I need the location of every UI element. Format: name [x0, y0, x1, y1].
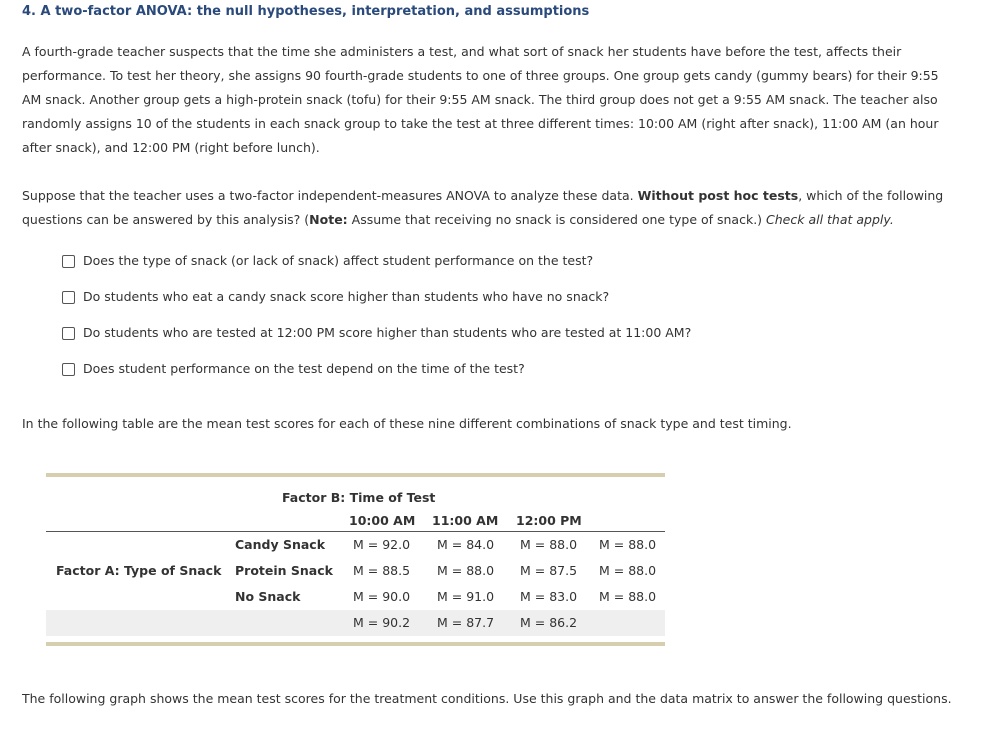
- factor-b-header-row: [46, 477, 665, 511]
- option-1-label[interactable]: Does the type of snack (or lack of snack) affect student performance on the test?: [83, 253, 594, 268]
- row-mean: M = 88.0: [599, 563, 657, 578]
- column-mean: M = 86.2: [520, 615, 578, 630]
- row-mean: M = 88.0: [599, 537, 657, 552]
- question-title: 4. A two-factor ANOVA: the null hypotheses, interpretation, and assumptions: [22, 4, 590, 19]
- cell-mean: M = 83.0: [520, 589, 578, 604]
- table-row: [46, 558, 665, 584]
- cell-mean: M = 87.5: [520, 563, 578, 578]
- column-mean: M = 87.7: [437, 615, 495, 630]
- question-text-3: Assume that receiving no snack is considered one type of snack.): [347, 212, 767, 227]
- option-4-label[interactable]: Does student performance on the test depend on the time of the test?: [83, 361, 525, 376]
- option-3-checkbox[interactable]: [62, 327, 75, 340]
- answer-option[interactable]: [62, 324, 691, 360]
- cell-mean: M = 92.0: [353, 537, 411, 552]
- cell-mean: M = 88.5: [353, 563, 411, 578]
- factor-b-label: Factor B: Time of Test: [282, 490, 436, 505]
- column-header: 10:00 AM: [349, 513, 416, 528]
- option-4-checkbox[interactable]: [62, 363, 75, 376]
- question-text-1: Suppose that the teacher uses a two-factor independent-measures ANOVA to analyze these data.: [22, 188, 638, 203]
- option-3-label[interactable]: Do students who are tested at 12:00 PM score higher than students who are tested at 11:00 AM?: [83, 325, 692, 340]
- row-label: Protein Snack: [235, 563, 333, 578]
- question-bold-2: Note:: [309, 212, 348, 227]
- option-2-label[interactable]: Do students who eat a candy snack score higher than students who have no snack?: [83, 289, 610, 304]
- option-1-checkbox[interactable]: [62, 255, 75, 268]
- row-mean: M = 88.0: [599, 589, 657, 604]
- option-2-checkbox[interactable]: [62, 291, 75, 304]
- column-header: 12:00 PM: [516, 513, 582, 528]
- row-label: No Snack: [235, 589, 301, 604]
- table-intro-paragraph: In the following table are the mean test scores for each of these nine different combinations of snack type and test timing.: [22, 416, 792, 431]
- question-instruction: Check all that apply.: [766, 212, 894, 227]
- table-row: [46, 584, 665, 610]
- column-mean: M = 90.2: [353, 615, 411, 630]
- table-row: [46, 532, 665, 558]
- column-means-row: [46, 610, 665, 636]
- column-header-row: [46, 511, 665, 531]
- table-bottom-rule: [46, 642, 665, 646]
- cell-mean: M = 88.0: [520, 537, 578, 552]
- column-header: 11:00 AM: [432, 513, 499, 528]
- answer-options: [62, 252, 691, 396]
- cell-mean: M = 84.0: [437, 537, 495, 552]
- graph-intro-paragraph: The following graph shows the mean test scores for the treatment conditions. Use this graph and the data matrix to answer the following questions.: [22, 691, 952, 706]
- cell-mean: M = 90.0: [353, 589, 411, 604]
- row-label: Candy Snack: [235, 537, 326, 552]
- cell-mean: M = 91.0: [437, 589, 495, 604]
- factor-a-label: Factor A: Type of Snack: [56, 563, 222, 578]
- question-text-2: , which of the following questions can be answered by this analysis? (: [22, 188, 944, 227]
- answer-option[interactable]: [62, 252, 691, 288]
- question-bold-1: Without post hoc tests: [637, 188, 799, 203]
- cell-mean: M = 88.0: [437, 563, 495, 578]
- means-table: [46, 473, 665, 646]
- scenario-paragraph: A fourth-grade teacher suspects that the time she administers a test, and what sort of snack her students have before the test, affects their performance. To test her theory, she assigns 90 fourth-grade students to one of three groups. One group gets candy (gummy bears) for their 9:55 AM snack. Another group gets a high-protein snack (tofu) for their 9:55 AM snack. The third group does not get a 9:55 AM snack. The teacher also randomly assigns 10 of the students in each snack group to take the test at three different times: 10:00 AM (right after snack), 11:00 AM (an hour after snack), and 12:00 PM (right before lunch).: [22, 44, 939, 155]
- answer-option[interactable]: [62, 360, 691, 396]
- question-paragraph: [22, 184, 952, 232]
- answer-option[interactable]: [62, 288, 691, 324]
